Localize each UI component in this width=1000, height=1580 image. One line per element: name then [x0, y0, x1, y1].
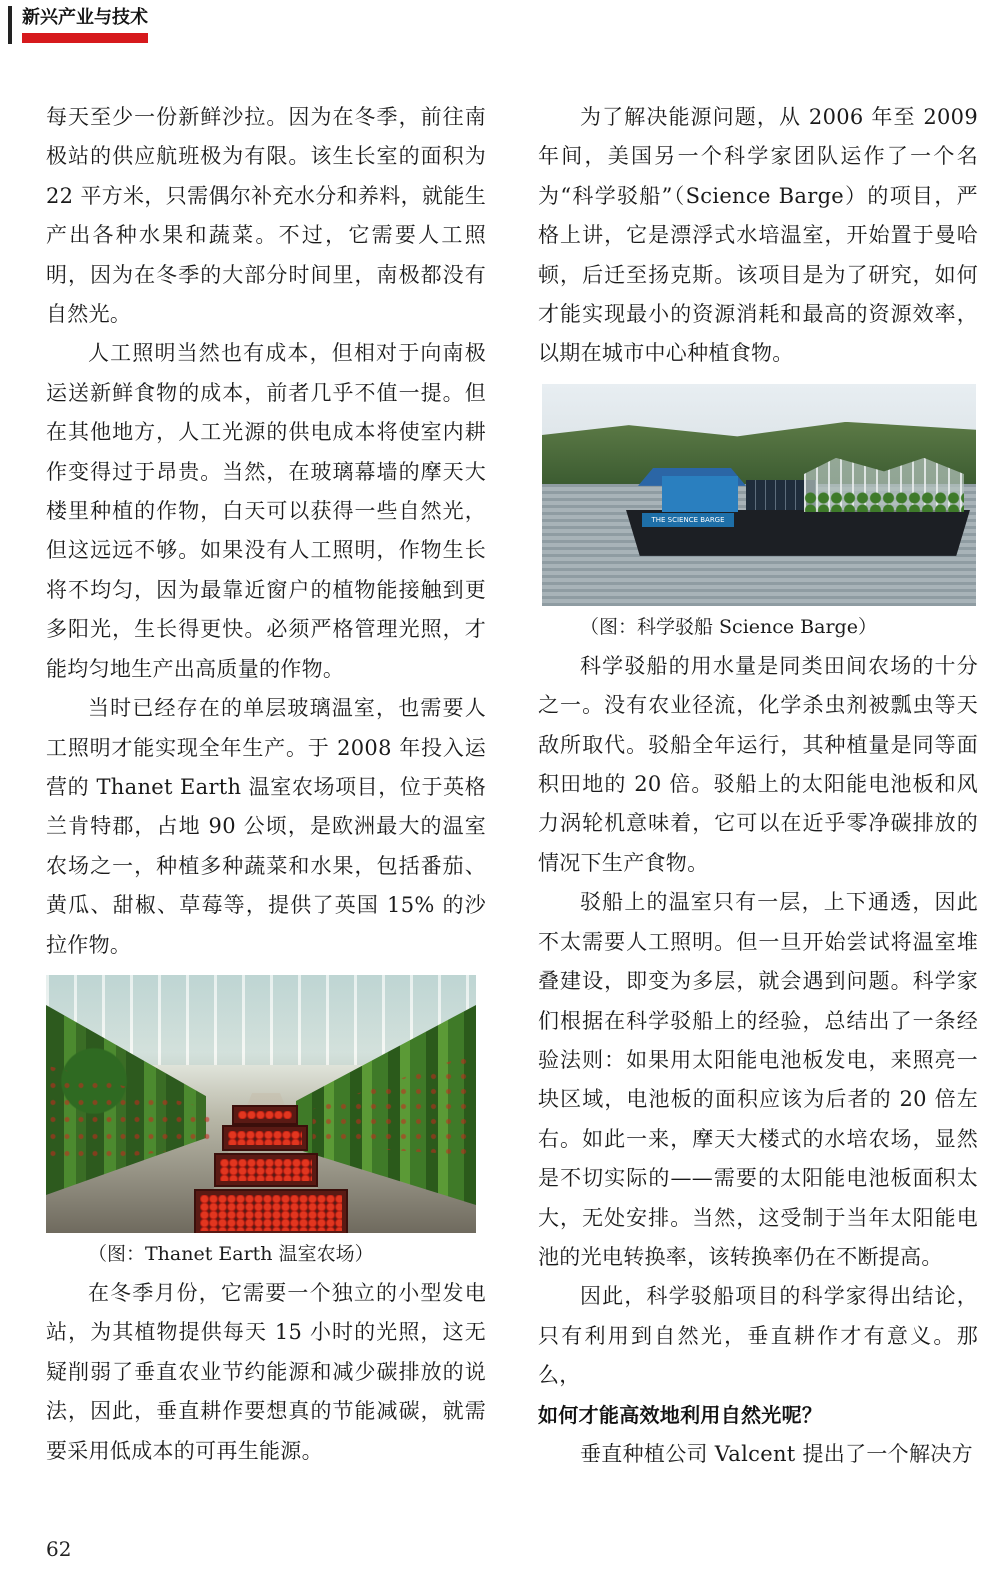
- section-title-underline: [22, 33, 148, 43]
- greenhouse-figure-caption: （图：Thanet Earth 温室农场）: [88, 1242, 374, 1265]
- science-barge-photo: [542, 384, 976, 606]
- header-bar: [8, 6, 12, 44]
- thanet-earth-greenhouse-photo: [46, 975, 476, 1233]
- page-number: 62: [46, 1537, 72, 1561]
- right-paragraph-4: 因此，科学驳船项目的科学家得出结论，只有利用到自然光，垂直耕作才有意义。那么，: [538, 1284, 978, 1388]
- section-subheading: 如何才能高效地利用自然光呢？: [538, 1402, 823, 1427]
- left-column: [46, 98, 486, 1471]
- right-paragraph-1: 为了解决能源问题，从 2006 年至 2009 年间，美国另一个科学家团队运作了一个名为“科学驳船”（Science Barge）的项目，严格上讲，它是漂浮式水培温室，开始置于曼哈顿，后迁至扬克斯。该项目是为了研究，如何才能实现最小的资源消耗和最高的资源效率，以期在城市中心种植食物。: [538, 105, 978, 366]
- barge-figure-caption: （图：科学驳船 Science Barge）: [580, 615, 877, 638]
- left-paragraph-4: 在冬季月份，它需要一个独立的小型发电站，为其植物提供每天 15 小时的光照，这无疑削弱了垂直农业节约能源和减少碳排放的说法，因此，垂直耕作要想真的节能减碳，就需要采用低成本的可再生能源。: [46, 1280, 486, 1463]
- right-column: [538, 98, 978, 1474]
- section-title: 新兴产业与技术: [22, 7, 148, 28]
- right-paragraph-5: 垂直种植公司 Valcent 提出了一个解决方: [580, 1441, 973, 1466]
- left-paragraph-1: 每天至少一份新鲜沙拉。因为在冬季，前往南极站的供应航班极为有限。该生长室的面积为 22 平方米，只需偶尔补充水分和养料，就能生产出各种水果和蔬菜。不过，它需要人工照明，因为在冬季的大部分时间里，南极都没有自然光。: [46, 105, 486, 327]
- left-paragraph-2: 人工照明当然也有成本，但相对于向南极运送新鲜食物的成本，前者几乎不值一提。但在其他地方，人工光源的供电成本将使室内耕作变得过于昂贵。当然，在玻璃幕墙的摩天大楼里种植的作物，白天可以获得一些自然光，但这远远不够。如果没有人工照明，作物生长将不均匀，因为最靠近窗户的植物能接触到更多阳光，生长得更快。必须严格管理光照，才能均匀地生产出高质量的作物。: [46, 341, 486, 681]
- barge-sign: THE SCIENCE BARGE: [642, 513, 734, 527]
- right-paragraph-2: 科学驳船的用水量是同类田间农场的十分之一。没有农业径流，化学杀虫剂被瓢虫等天敌所取代。驳船全年运行，其种植量是同等面积田地的 20 倍。驳船上的太阳能电池板和风力涡轮机意味着，它可以在近乎零净碳排放的情况下生产食物。: [538, 653, 978, 875]
- right-paragraph-3: 驳船上的温室只有一层，上下通透，因此不太需要人工照明。但一旦开始尝试将温室堆叠建设，即变为多层，就会遇到问题。科学家们根据在科学驳船上的经验，总结出了一条经验法则：如果用太阳能电池板发电，来照亮一块区域，电池板的面积应该为后者的 20 倍左右。如此一来，摩天大楼式的水培农场，显然是不切实际的——需要的太阳能电池板面积太大，无处安排。当然，这受制于当年太阳能电池的光电转换率，该转换率仍在不断提高。: [538, 890, 978, 1269]
- left-paragraph-3: 当时已经存在的单层玻璃温室，也需要人工照明才能实现全年生产。于 2008 年投入运营的 Thanet Earth 温室农场项目，位于英格兰肯特郡，占地 90 公顷，是欧洲最大的温室农场之一，种植多种蔬菜和水果，包括番茄、黄瓜、甜椒、草莓等，提供了英国 15% 的沙拉作物。: [46, 696, 486, 957]
